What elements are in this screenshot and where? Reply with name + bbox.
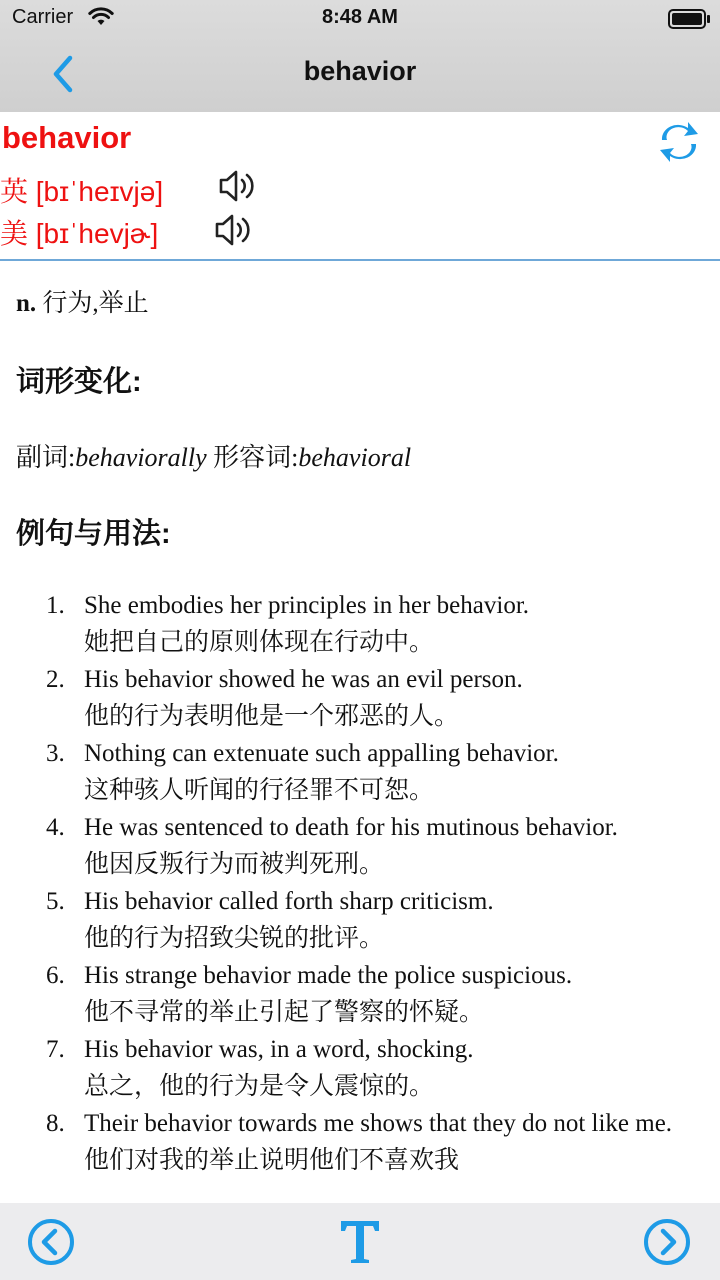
example-english: Nothing can extenuate such appalling behavior. (84, 740, 559, 767)
example-chinese: 他的行为表明他是一个邪恶的人。 (84, 703, 460, 730)
uk-pronunciation: 英 [bɪˈheɪvjə] (0, 176, 164, 207)
example-chinese: 他的行为招致尖锐的批评。 (84, 925, 385, 952)
battery-icon (668, 9, 706, 29)
example-number: 5. (46, 888, 65, 915)
word-header (0, 112, 720, 260)
example-chinese: 他不寻常的举止引起了警察的怀疑。 (84, 999, 485, 1026)
carrier-label: Carrier (12, 6, 74, 28)
form-value: behaviorally (75, 443, 207, 472)
examples-heading: 例句与用法: (16, 518, 171, 550)
refresh-icon[interactable] (658, 118, 700, 166)
list-item (0, 809, 720, 883)
definition-meaning: 行为,举止 (42, 290, 149, 317)
list-item (0, 1105, 720, 1179)
list-item (0, 735, 720, 809)
nav-title: behavior (303, 56, 417, 86)
example-chinese: 总之，他的行为是令人震惊的。 (84, 1073, 435, 1100)
part-of-speech: n. (16, 290, 37, 317)
example-chinese: 他因反叛行为而被判死刑。 (84, 851, 385, 878)
example-number: 1. (46, 592, 65, 619)
top-bar (0, 0, 720, 112)
example-number: 2. (46, 666, 65, 693)
definition-content (0, 261, 720, 1203)
us-pronunciation: 美 [bɪˈhevjɚ] (0, 218, 159, 249)
example-number: 8. (46, 1110, 65, 1137)
list-item (0, 587, 720, 661)
example-chinese: 他们对我的举止说明他们不喜欢我 (84, 1147, 460, 1174)
example-english: His strange behavior made the police suspicious. (84, 962, 573, 989)
list-item (0, 883, 720, 957)
example-chinese: 她把自己的原则体现在行动中。 (84, 629, 435, 656)
example-english: He was sentenced to death for his mutinous behavior. (84, 814, 618, 841)
example-number: 4. (46, 814, 65, 841)
example-number: 3. (46, 740, 65, 767)
example-chinese: 这种骇人听闻的行径罪不可恕。 (84, 777, 435, 804)
example-number: 6. (46, 962, 65, 989)
example-english: His behavior showed he was an evil person. (84, 666, 523, 693)
circle-chevron-left-icon[interactable] (26, 1217, 76, 1267)
example-english: His behavior called forth sharp criticism. (84, 888, 494, 915)
example-english: She embodies her principles in her behavior. (84, 592, 530, 619)
status-bar (0, 0, 720, 38)
text-size-icon[interactable] (337, 1217, 383, 1267)
example-number: 7. (46, 1036, 65, 1063)
word-forms-heading: 词形变化: (16, 366, 142, 398)
list-item (0, 1031, 720, 1105)
form-label: 副词: (16, 443, 76, 472)
example-english: Their behavior towards me shows that they do not like me. (84, 1110, 673, 1137)
definition (16, 283, 149, 319)
circle-chevron-right-icon[interactable] (642, 1217, 692, 1267)
list-item (0, 661, 720, 735)
status-time: 8:48 AM (322, 6, 398, 28)
speaker-icon[interactable] (212, 210, 252, 250)
list-item (0, 957, 720, 1031)
bottom-toolbar (0, 1203, 720, 1280)
word-forms (16, 437, 411, 474)
example-english: His behavior was, in a word, shocking. (84, 1036, 474, 1063)
form-label: 形容词: (213, 443, 299, 472)
speaker-icon[interactable] (216, 166, 256, 206)
examples-list (0, 587, 720, 1179)
form-value: behavioral (298, 443, 412, 472)
headword: behavior (2, 120, 132, 155)
